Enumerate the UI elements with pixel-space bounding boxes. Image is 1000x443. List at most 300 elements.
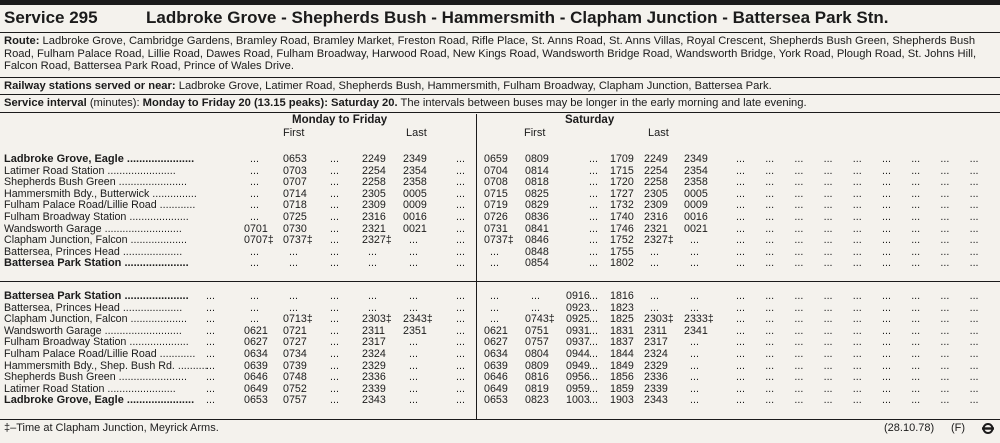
- separator-cell: ...: [589, 324, 598, 337]
- time-cell: 2327‡: [644, 234, 674, 247]
- continuation-cell: ...: [969, 324, 979, 337]
- continuation-cell: ...: [794, 301, 804, 314]
- continuation-cell: ...: [794, 234, 804, 247]
- top-border: [0, 0, 1000, 5]
- time-cell: 0757: [283, 394, 307, 407]
- no-service-cell: ...: [690, 371, 699, 384]
- time-cell: 2339: [362, 382, 386, 395]
- mf-heading: Monday to Friday: [292, 114, 388, 126]
- time-cell: 0639: [244, 359, 268, 372]
- time-cell: 1823: [610, 301, 634, 314]
- stop-label: Fulham Palace Road/Lillie Road: [4, 199, 157, 212]
- continuation-cell: ...: [969, 371, 979, 384]
- time-cell: 1816: [610, 290, 634, 302]
- no-service-cell: ...: [409, 290, 418, 302]
- stop-label: Ladbroke Grove, Eagle: [4, 394, 124, 407]
- time-cell: 1856: [610, 371, 634, 384]
- continuation-cell: ...: [911, 245, 921, 258]
- column-divider: [476, 114, 477, 419]
- continuation-cell: ...: [823, 211, 833, 223]
- separator-cell: ...: [456, 187, 465, 200]
- no-service-cell: ...: [690, 234, 699, 247]
- continuation-cell: ...: [736, 371, 745, 384]
- continuation-cell: ...: [823, 234, 833, 247]
- time-cell: 0021: [403, 222, 427, 235]
- time-cell: 2254: [362, 164, 386, 177]
- time-cell: 0621: [484, 324, 508, 337]
- time-cell: 0751: [525, 324, 549, 337]
- no-service-cell: ...: [650, 301, 659, 314]
- time-cell: 2343: [362, 394, 386, 407]
- continuation-cell: ...: [969, 290, 979, 302]
- separator-cell: ...: [456, 222, 465, 235]
- continuation-cell: ...: [794, 382, 804, 395]
- time-cell: 2317: [362, 336, 386, 349]
- continuation-cell: ...: [765, 290, 775, 302]
- time-cell: 0627: [244, 336, 268, 349]
- time-cell: 2351: [403, 324, 427, 337]
- no-service-cell: ...: [206, 313, 215, 326]
- roundel-icon: [982, 422, 994, 434]
- continuation-cell: ...: [940, 348, 950, 360]
- no-service-cell: ...: [490, 245, 499, 258]
- edition-code: (F): [951, 422, 966, 434]
- time-cell: 0846: [525, 234, 549, 247]
- time-cell: 1752: [610, 234, 634, 247]
- time-cell: 2309: [362, 199, 386, 212]
- title-row: [4, 8, 996, 30]
- divider: [0, 112, 1000, 113]
- time-cell: 0956: [566, 371, 590, 384]
- continuation-cell: ...: [823, 176, 833, 189]
- no-service-cell: ...: [206, 371, 215, 384]
- stop-label: Hammersmith Bdy., Butterwick: [4, 187, 150, 200]
- continuation-cell: ...: [882, 371, 891, 384]
- continuation-cell: ...: [911, 382, 921, 395]
- continuation-cell: ...: [852, 324, 862, 337]
- continuation-cell: ...: [765, 382, 775, 395]
- continuation-cell: ...: [940, 394, 950, 407]
- continuation-cell: ...: [765, 348, 775, 360]
- no-service-cell: ...: [250, 290, 259, 302]
- time-cell: 0809: [525, 153, 549, 165]
- time-cell: 0743‡: [525, 313, 555, 326]
- time-cell: 0701: [244, 222, 268, 235]
- separator-cell: ...: [330, 382, 339, 395]
- continuation-cell: ...: [765, 359, 775, 372]
- time-cell: 0659: [484, 153, 508, 165]
- time-cell: 0931: [566, 324, 590, 337]
- continuation-cell: ...: [911, 199, 921, 212]
- separator-cell: ...: [330, 164, 339, 177]
- stop-name: Fulham Palace Road/Lillie Road ............: [4, 199, 196, 212]
- time-cell: 1831: [610, 324, 634, 337]
- continuation-cell: ...: [852, 313, 862, 326]
- stop-label: Fulham Broadway Station: [4, 211, 127, 223]
- continuation-cell: ...: [911, 290, 921, 302]
- continuation-cell: ...: [852, 153, 862, 165]
- continuation-cell: ...: [940, 211, 950, 223]
- route-text: Ladbroke Grove, Cambridge Gardens, Bramley Road, Bramley Market, Freston Road, Rifle Place, St. Anns Road, St. Anns Villas, Royal Crescent, Shepherds Bush Green, Shepherds Bush Road, Fulham Palace Road, Lillie Road, Dawes Road, Fulham Broadway, Harwood Road, New Kings Road, Wandsworth Bridge Road, Wandsworth Bridge, York Road, Plough Road, St. Johns Hill, Falcon Road, Battersea Park Road, Prince of Wales Drive.: [4, 35, 977, 73]
- separator-cell: ...: [589, 348, 598, 360]
- continuation-cell: ...: [911, 234, 921, 247]
- continuation-cell: ...: [852, 371, 862, 384]
- continuation-cell: ...: [823, 301, 833, 314]
- interval-units: (minutes):: [86, 97, 143, 109]
- time-cell: 0819: [525, 382, 549, 395]
- no-service-cell: ...: [531, 301, 540, 314]
- continuation-cell: ...: [794, 359, 804, 372]
- time-cell: 0721: [283, 324, 307, 337]
- no-service-cell: ...: [206, 290, 215, 302]
- stop-name: Ladbroke Grove, Eagle ......................: [4, 153, 195, 165]
- time-cell: 0829: [525, 199, 549, 212]
- time-cell: 0841: [525, 222, 549, 235]
- separator-cell: ...: [456, 211, 465, 223]
- separator-cell: ...: [456, 176, 465, 189]
- time-cell: 1720: [610, 176, 634, 189]
- time-cell: 2303‡: [362, 313, 392, 326]
- time-cell: 0923: [566, 301, 590, 314]
- continuation-cell: ...: [911, 187, 921, 200]
- continuation-cell: ...: [794, 245, 804, 258]
- continuation-cell: ...: [736, 394, 745, 407]
- railway-text: Ladbroke Grove, Latimer Road, Shepherds Bush, Hammersmith, Fulham Broadway, Clapham Junction, Battersea Park.: [175, 80, 772, 92]
- time-cell: 0848: [525, 245, 549, 258]
- continuation-cell: ...: [823, 222, 833, 235]
- stop-name: Fulham Broadway Station ....................: [4, 336, 189, 349]
- continuation-cell: ...: [940, 359, 950, 372]
- no-service-cell: ...: [289, 257, 298, 270]
- time-cell: 0021: [684, 222, 708, 235]
- continuation-cell: ...: [736, 199, 745, 212]
- continuation-cell: ...: [940, 199, 950, 212]
- continuation-cell: ...: [765, 234, 775, 247]
- separator-cell: ...: [589, 245, 598, 258]
- stop-name: Battersea, Princes Head ....................: [4, 245, 183, 258]
- continuation-cell: ...: [969, 211, 979, 223]
- continuation-cell: ...: [940, 382, 950, 395]
- separator-cell: ...: [456, 153, 465, 165]
- no-service-cell: ...: [690, 348, 699, 360]
- continuation-cell: ...: [852, 290, 862, 302]
- time-cell: 2316: [644, 211, 668, 223]
- no-service-cell: ...: [650, 257, 659, 270]
- continuation-cell: ...: [852, 245, 862, 258]
- continuation-cell: ...: [736, 313, 745, 326]
- continuation-cell: ...: [852, 164, 862, 177]
- separator-cell: ...: [589, 394, 598, 407]
- continuation-cell: ...: [882, 301, 891, 314]
- no-service-cell: ...: [490, 257, 499, 270]
- continuation-cell: ...: [969, 359, 979, 372]
- continuation-cell: ...: [882, 222, 891, 235]
- continuation-cell: ...: [882, 324, 891, 337]
- continuation-cell: ...: [969, 336, 979, 349]
- continuation-cell: ...: [882, 245, 891, 258]
- continuation-cell: ...: [765, 313, 775, 326]
- time-cell: 0804: [525, 348, 549, 360]
- no-service-cell: ...: [690, 359, 699, 372]
- continuation-cell: ...: [940, 324, 950, 337]
- time-cell: 1732: [610, 199, 634, 212]
- divider: [0, 94, 1000, 95]
- continuation-cell: ...: [911, 313, 921, 326]
- time-cell: 1844: [610, 348, 634, 360]
- stop-label: Shepherds Bush Green: [4, 371, 116, 384]
- continuation-cell: ...: [823, 382, 833, 395]
- continuation-cell: ...: [852, 211, 862, 223]
- stop-label: Battersea, Princes Head: [4, 301, 120, 314]
- separator-cell: ...: [589, 313, 598, 326]
- stop-label: Clapham Junction, Falcon: [4, 234, 128, 247]
- continuation-cell: ...: [823, 164, 833, 177]
- continuation-cell: ...: [940, 187, 950, 200]
- separator-cell: ...: [589, 199, 598, 212]
- no-service-cell: ...: [409, 301, 418, 314]
- continuation-cell: ...: [940, 245, 950, 258]
- continuation-cell: ...: [940, 176, 950, 189]
- edition-date: (28.10.78): [884, 422, 935, 434]
- separator-cell: ...: [330, 359, 339, 372]
- time-cell: 0725: [283, 211, 307, 223]
- no-service-cell: ...: [368, 301, 377, 314]
- service-number: Service 295: [4, 8, 98, 27]
- continuation-cell: ...: [940, 257, 950, 270]
- time-cell: 0731: [484, 222, 508, 235]
- time-cell: 2339: [644, 382, 668, 395]
- continuation-cell: ...: [969, 187, 979, 200]
- time-cell: 0708: [484, 176, 508, 189]
- continuation-cell: ...: [794, 257, 804, 270]
- continuation-cell: ...: [823, 257, 833, 270]
- no-service-cell: ...: [250, 199, 259, 212]
- time-cell: 0653: [283, 153, 307, 165]
- continuation-cell: ...: [736, 257, 745, 270]
- continuation-cell: ...: [882, 153, 891, 165]
- route-title: Ladbroke Grove - Shepherds Bush - Hammersmith - Clapham Junction - Battersea Park Stn.: [146, 8, 889, 27]
- time-cell: 2316: [362, 211, 386, 223]
- continuation-cell: ...: [823, 324, 833, 337]
- continuation-cell: ...: [794, 187, 804, 200]
- continuation-cell: ...: [765, 394, 775, 407]
- time-cell: 2309: [644, 199, 668, 212]
- time-cell: 0949: [566, 359, 590, 372]
- no-service-cell: ...: [206, 359, 215, 372]
- time-cell: 1003: [566, 394, 590, 407]
- continuation-cell: ...: [765, 222, 775, 235]
- stop-name: Fulham Palace Road/Lillie Road ............: [4, 348, 196, 360]
- continuation-cell: ...: [940, 336, 950, 349]
- no-service-cell: ...: [289, 301, 298, 314]
- no-service-cell: ...: [250, 153, 259, 165]
- no-service-cell: ...: [368, 290, 377, 302]
- continuation-cell: ...: [940, 301, 950, 314]
- continuation-cell: ...: [911, 336, 921, 349]
- separator-cell: ...: [330, 245, 339, 258]
- no-service-cell: ...: [490, 290, 499, 302]
- time-cell: 0734: [283, 348, 307, 360]
- time-cell: 2321: [644, 222, 668, 235]
- time-cell: 0005: [403, 187, 427, 200]
- continuation-cell: ...: [765, 257, 775, 270]
- time-cell: 1802: [610, 257, 634, 270]
- continuation-cell: ...: [823, 359, 833, 372]
- no-service-cell: ...: [250, 301, 259, 314]
- no-service-cell: ...: [690, 245, 699, 258]
- time-cell: 1746: [610, 222, 634, 235]
- continuation-cell: ...: [852, 234, 862, 247]
- no-service-cell: ...: [690, 382, 699, 395]
- time-cell: 2249: [362, 153, 386, 165]
- time-cell: 2343: [644, 394, 668, 407]
- continuation-cell: ...: [794, 211, 804, 223]
- time-cell: 2329: [644, 359, 668, 372]
- separator-cell: ...: [589, 382, 598, 395]
- time-cell: 0649: [484, 382, 508, 395]
- continuation-cell: ...: [911, 211, 921, 223]
- continuation-cell: ...: [940, 222, 950, 235]
- separator-cell: ...: [330, 324, 339, 337]
- direction-divider: [477, 281, 1000, 282]
- time-cell: 0730: [283, 222, 307, 235]
- time-cell: 2327‡: [362, 234, 392, 247]
- time-cell: 0646: [484, 371, 508, 384]
- time-cell: 2249: [644, 153, 668, 165]
- continuation-cell: ...: [765, 176, 775, 189]
- continuation-cell: ...: [852, 382, 862, 395]
- interval-sat: Saturday 20.: [327, 97, 398, 109]
- time-cell: 0704: [484, 164, 508, 177]
- mf-first-heading: First: [283, 127, 305, 139]
- time-cell: 0809: [525, 359, 549, 372]
- separator-cell: ...: [330, 313, 339, 326]
- time-cell: 2324: [362, 348, 386, 360]
- continuation-cell: ...: [911, 153, 921, 165]
- continuation-cell: ...: [736, 290, 745, 302]
- stop-name: Hammersmith Bdy., Butterwick ...............: [4, 187, 197, 200]
- continuation-cell: ...: [794, 313, 804, 326]
- time-cell: 2333‡: [684, 313, 714, 326]
- no-service-cell: ...: [250, 211, 259, 223]
- separator-cell: ...: [456, 164, 465, 177]
- sat-heading: Saturday: [565, 114, 615, 126]
- continuation-cell: ...: [736, 382, 745, 395]
- separator-cell: ...: [456, 336, 465, 349]
- time-cell: 0818: [525, 176, 549, 189]
- no-service-cell: ...: [250, 164, 259, 177]
- continuation-cell: ...: [911, 394, 921, 407]
- continuation-cell: ...: [969, 234, 979, 247]
- time-cell: 1740: [610, 211, 634, 223]
- continuation-cell: ...: [940, 313, 950, 326]
- no-service-cell: ...: [409, 394, 418, 407]
- continuation-cell: ...: [911, 176, 921, 189]
- stop-name: Battersea, Princes Head ....................: [4, 301, 183, 314]
- time-cell: 1825: [610, 313, 634, 326]
- no-service-cell: ...: [368, 257, 377, 270]
- continuation-cell: ...: [882, 313, 891, 326]
- time-cell: 0748: [283, 371, 307, 384]
- time-cell: 0009: [684, 199, 708, 212]
- continuation-cell: ...: [852, 336, 862, 349]
- continuation-cell: ...: [969, 199, 979, 212]
- time-cell: 0854: [525, 257, 549, 270]
- no-service-cell: ...: [490, 313, 499, 326]
- stop-label: Fulham Palace Road/Lillie Road: [4, 348, 157, 360]
- separator-cell: ...: [330, 199, 339, 212]
- time-cell: 0646: [244, 371, 268, 384]
- separator-cell: ...: [456, 290, 465, 302]
- time-cell: 0634: [244, 348, 268, 360]
- stop-name: Wandsworth Garage ..........................: [4, 222, 182, 235]
- time-cell: 0653: [244, 394, 268, 407]
- continuation-cell: ...: [911, 257, 921, 270]
- continuation-cell: ...: [940, 164, 950, 177]
- continuation-cell: ...: [823, 371, 833, 384]
- separator-cell: ...: [456, 313, 465, 326]
- footnote: ‡–Time at Clapham Junction, Meyrick Arms.: [4, 422, 219, 434]
- separator-cell: ...: [589, 234, 598, 247]
- continuation-cell: ...: [882, 336, 891, 349]
- time-cell: 2343‡: [403, 313, 433, 326]
- stop-label: Clapham Junction, Falcon: [4, 313, 128, 326]
- time-cell: 0634: [484, 348, 508, 360]
- time-cell: 2324: [644, 348, 668, 360]
- no-service-cell: ...: [531, 290, 540, 302]
- continuation-cell: ...: [736, 301, 745, 314]
- time-cell: 0937: [566, 336, 590, 349]
- time-cell: 0707: [283, 176, 307, 189]
- continuation-cell: ...: [794, 290, 804, 302]
- continuation-cell: ...: [940, 371, 950, 384]
- divider: [0, 77, 1000, 78]
- time-cell: 0005: [684, 187, 708, 200]
- continuation-cell: ...: [882, 211, 891, 223]
- time-cell: 2349: [684, 153, 708, 165]
- stop-label: Battersea Park Station: [4, 290, 122, 302]
- railway-label: Railway stations served or near:: [4, 80, 176, 92]
- continuation-cell: ...: [736, 164, 745, 177]
- separator-cell: ...: [456, 234, 465, 247]
- continuation-cell: ...: [852, 301, 862, 314]
- no-service-cell: ...: [250, 257, 259, 270]
- stop-label: Wandsworth Garage: [4, 222, 102, 235]
- time-cell: 2305: [644, 187, 668, 200]
- no-service-cell: ...: [250, 187, 259, 200]
- no-service-cell: ...: [206, 324, 215, 337]
- stop-name: Hammersmith Bdy., Shep. Bush Rd. ..........: [4, 359, 208, 372]
- time-cell: 2358: [403, 176, 427, 189]
- divider: [0, 419, 1000, 420]
- continuation-cell: ...: [969, 382, 979, 395]
- separator-cell: ...: [589, 257, 598, 270]
- time-cell: 0737‡: [484, 234, 514, 247]
- time-cell: 0726: [484, 211, 508, 223]
- continuation-cell: ...: [969, 301, 979, 314]
- time-cell: 0714: [283, 187, 307, 200]
- continuation-cell: ...: [823, 336, 833, 349]
- separator-cell: ...: [330, 290, 339, 302]
- continuation-cell: ...: [852, 222, 862, 235]
- time-cell: 0959: [566, 382, 590, 395]
- no-service-cell: ...: [690, 301, 699, 314]
- stop-label: Battersea Park Station: [4, 257, 122, 270]
- no-service-cell: ...: [368, 245, 377, 258]
- time-cell: 0009: [403, 199, 427, 212]
- time-cell: 2341: [684, 324, 708, 337]
- time-cell: 2358: [684, 176, 708, 189]
